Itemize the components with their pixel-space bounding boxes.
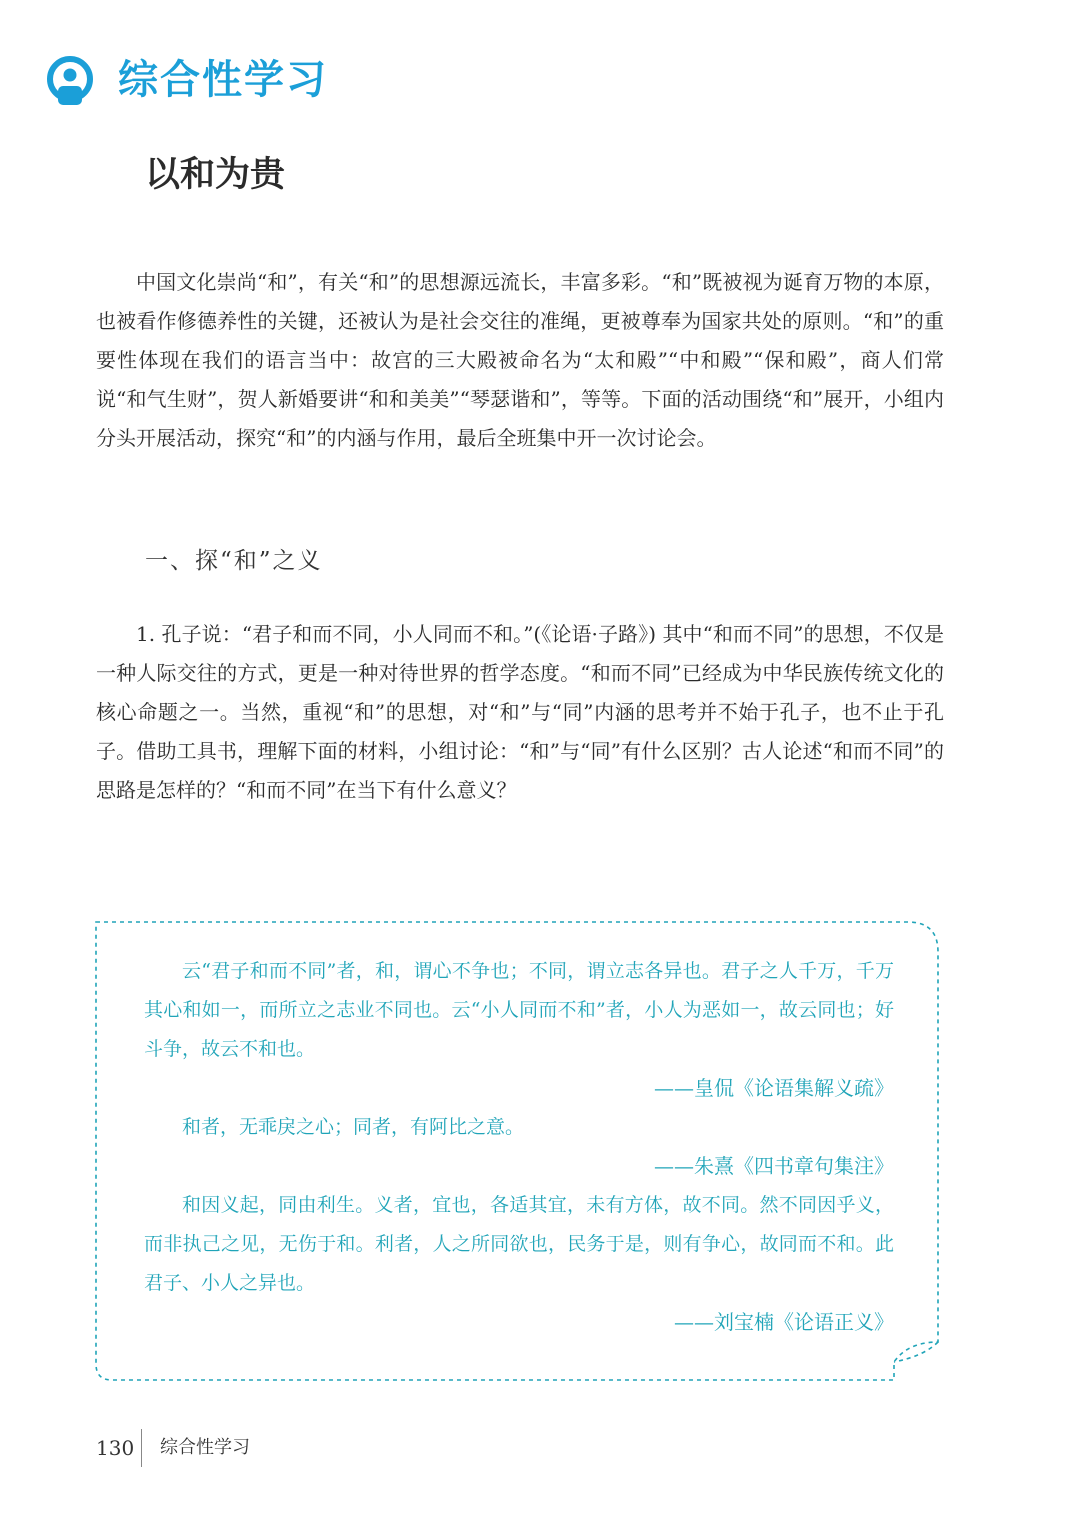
footer-divider [141,1429,142,1467]
section-heading: 综合性学习 [118,57,328,103]
activity-heading: 一、探“和”之义 [145,548,323,574]
quote-text: 和因义起，同由利生。义者，宜也，各适其宜，未有方体，故不同。然不同因乎义，而非执己之见，无伤于和。利者，人之所同欲也，民务于是，则有争心，故同而不和。此君子、小人之异也。 [144,1194,894,1294]
quote-source: ——皇侃《论语集解义疏》 [654,1076,894,1100]
question-paragraph: 1. 孔子说：“君子和而不同，小人同而不和。”(《论语·子路》) 其中“和而不同”的思想，不仅是一种人际交往的方式，更是一种对待世界的哲学态度。“和而不同”已经成为中华民族传统文化的核心命题之一。当然，重视“和”的思想，对“和”与“同”内涵的思考并不始于孔子，也不止于孔子。借助工具书，理解下面的材料，小组讨论：“和”与“同”有什么区别？古人论述“和而不同”的思路是怎样的？“和而不同”在当下有什么意义？ [96,622,944,802]
page-number: 130 [96,1436,135,1460]
person-icon [46,55,94,107]
footer-section-label: 综合性学习 [160,1437,250,1458]
lesson-title: 以和为贵 [145,155,286,195]
quote-source: ——朱熹《四书章句集注》 [654,1154,894,1178]
quote-text: 云“君子和而不同”者，和，谓心不争也；不同，谓立志各异也。君子之人千万，千万其心和如一，而所立之志业不同也。云“小人同而不和”者，小人为恶如一，故云同也；好斗争，故云不和也。 [144,960,894,1060]
quote-text: 和者，无乖戾之心；同者，有阿比之意。 [182,1116,525,1138]
intro-paragraph: 中国文化崇尚“和”，有关“和”的思想源远流长，丰富多彩。“和”既被视为诞育万物的本原，也被看作修德养性的关键，还被认为是社会交往的准绳，更被尊奉为国家共处的原则。“和”的重要性体现在我们的语言当中：故宫的三大殿被命名为“太和殿”“中和殿”“保和殿”，商人们常说“和气生财”，贺人新婚要讲“和和美美”“琴瑟谐和”，等等。下面的活动围绕“和”展开，小组内分头开展活动，探究“和”的内涵与作用，最后全班集中开一次讨论会。 [96,270,944,450]
quote-source: ——刘宝楠《论语正义》 [674,1310,894,1334]
